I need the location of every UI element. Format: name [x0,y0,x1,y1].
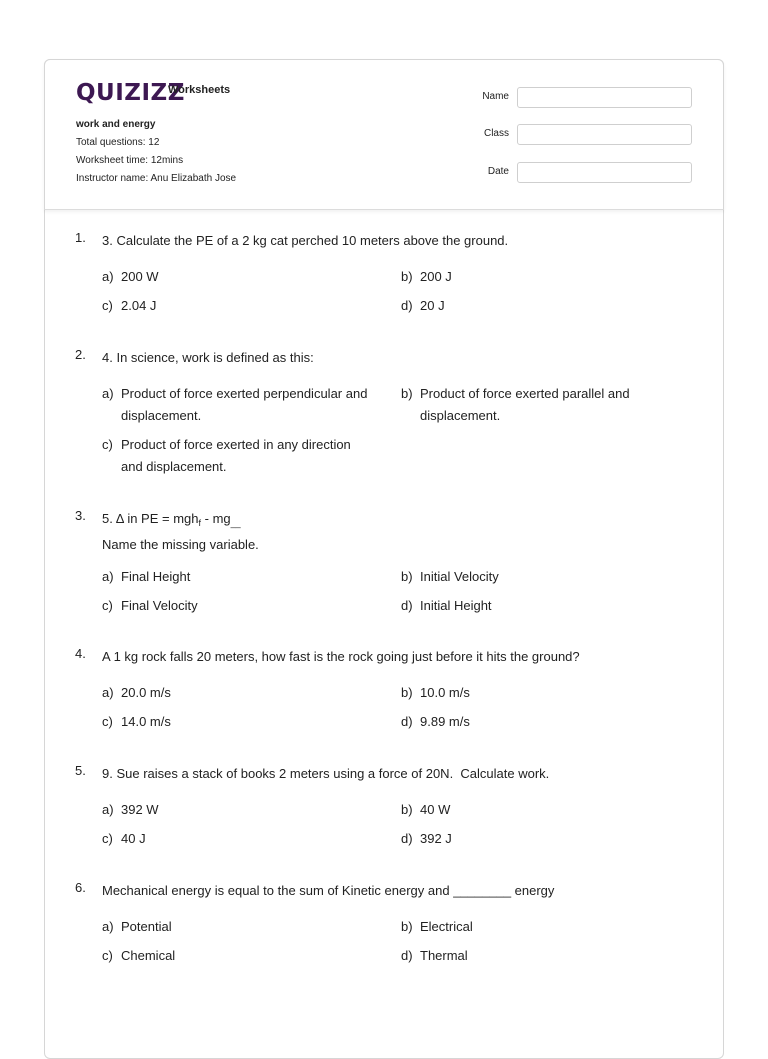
option-letter: c) [102,298,113,313]
question-text: 4. In science, work is defined as this: [102,350,314,365]
worksheet-title: work and energy [76,119,156,130]
option-letter: d) [401,948,413,963]
option-text: 10.0 m/s [420,685,470,700]
option-letter: d) [401,298,413,313]
option-letter: a) [102,269,114,284]
question-number: 4. [75,646,86,661]
date-label: Date [487,166,509,177]
option-text: Final Height [121,569,191,584]
instructor-name: Instructor name: Anu Elizabath Jose [76,173,237,184]
name-label: Name [482,91,509,102]
option-letter: a) [102,802,114,817]
option-text: 20.0 m/s [121,685,171,700]
option-text: Potential [121,919,172,934]
option-letter: a) [102,569,114,584]
option-text: Electrical [420,919,473,934]
question-text-mid: - mg [201,511,231,526]
question-text: Mechanical energy is equal to the sum of Kinetic energy and ________ energy [102,883,555,898]
option-letter: c) [102,714,113,729]
question-number: 2. [75,347,86,362]
option-letter: b) [401,569,413,584]
option-letter: a) [102,386,114,401]
option-text: 9.89 m/s [420,714,470,729]
class-label: Class [483,128,509,139]
logo-subtitle: Worksheets [168,84,231,96]
option-text: Product of force exerted in any direction and displacement. [121,437,351,474]
question-number: 5. [75,763,86,778]
subscript-f: f [198,518,202,528]
question-number: 3. [75,508,86,523]
question-text-line2: Name the missing variable. [102,537,259,552]
option-letter: b) [401,802,413,817]
option-letter: b) [401,269,413,284]
question-text: A 1 kg rock falls 20 meters, how fast is the rock going just before it hits the ground? [102,649,580,664]
date-field[interactable] [517,162,692,183]
class-field[interactable] [517,124,692,145]
question-text: 9. Sue raises a stack of books 2 meters using a force of 20N. Calculate work. [102,766,550,781]
option-text: 392 J [420,831,452,846]
worksheet-time: Worksheet time: 12mins [76,155,184,166]
option-text: 20 J [420,298,445,313]
question-text: 3. Calculate the PE of a 2 kg cat perched 10 meters above the ground. [102,233,509,248]
option-letter: b) [401,919,413,934]
option-letter: d) [401,598,413,613]
total-questions: Total questions: 12 [76,137,160,148]
question-text [102,508,702,556]
option-text: 40 J [121,831,146,846]
option-letter: b) [401,685,413,700]
option-text: Product of force exerted perpendicular and displacement. [121,386,368,423]
option-text: Final Velocity [121,598,198,613]
option-text: Thermal [420,948,468,963]
quizizz-logo: QUIZIZZ [76,80,185,106]
option-letter: c) [102,831,113,846]
option-text: Chemical [121,948,176,963]
option-text: 392 W [121,802,159,817]
option-text: Initial Velocity [420,569,499,584]
question-number: 1. [75,230,86,245]
option-letter: d) [401,831,413,846]
option-text: 200 W [121,269,159,284]
name-field[interactable] [517,87,692,108]
option-text: Product of force exerted parallel and displacement. [420,386,630,423]
option-text: 200 J [420,269,452,284]
question-text-main: 5. Δ in PE = mgh [102,511,199,526]
option-letter: a) [102,919,114,934]
option-letter: c) [102,948,113,963]
option-text: 14.0 m/s [121,714,171,729]
option-letter: b) [401,386,413,401]
option-letter: a) [102,685,114,700]
question-number: 6. [75,880,86,895]
subscript-blank: __ [230,518,241,528]
option-letter: c) [102,437,113,452]
worksheet-header [44,59,724,210]
option-letter: c) [102,598,113,613]
option-letter: d) [401,714,413,729]
option-text: Initial Height [420,598,492,613]
option-text: 2.04 J [121,298,157,313]
option-text: 40 W [420,802,451,817]
